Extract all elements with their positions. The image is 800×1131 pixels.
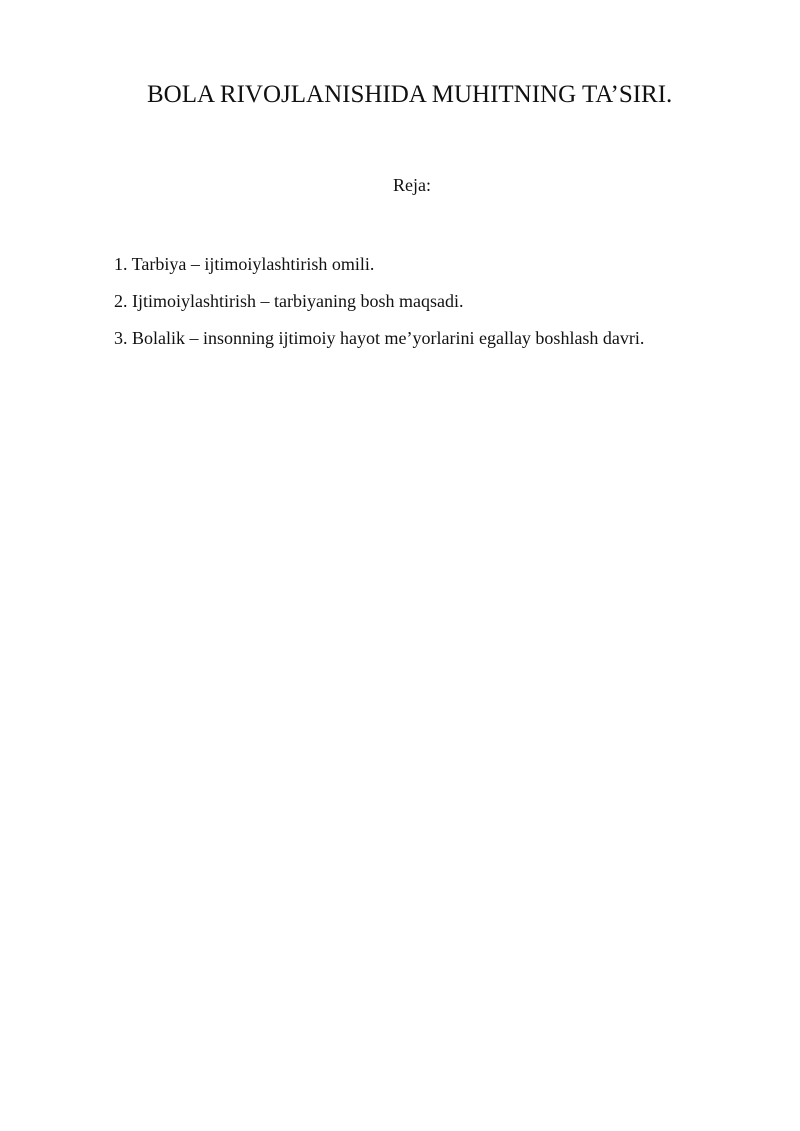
plan-item-2: 2. Ijtimoiylashtirish – tarbiyaning bosh maqsadi.	[114, 291, 464, 311]
plan-heading: Reja:	[393, 175, 431, 195]
plan-heading-wrapper	[0, 173, 800, 197]
plan-item-3: 3. Bolalik – insonning ijtimoiy hayot me’yorlarini egallay boshlash davri.	[114, 328, 645, 348]
plan-list	[114, 246, 714, 357]
document-title: BOLA RIVOJLANISHIDA MUHITNING TA’SIRI.	[147, 81, 673, 108]
plan-item-1: 1. Tarbiya – ijtimoiylashtirish omili.	[114, 254, 375, 274]
